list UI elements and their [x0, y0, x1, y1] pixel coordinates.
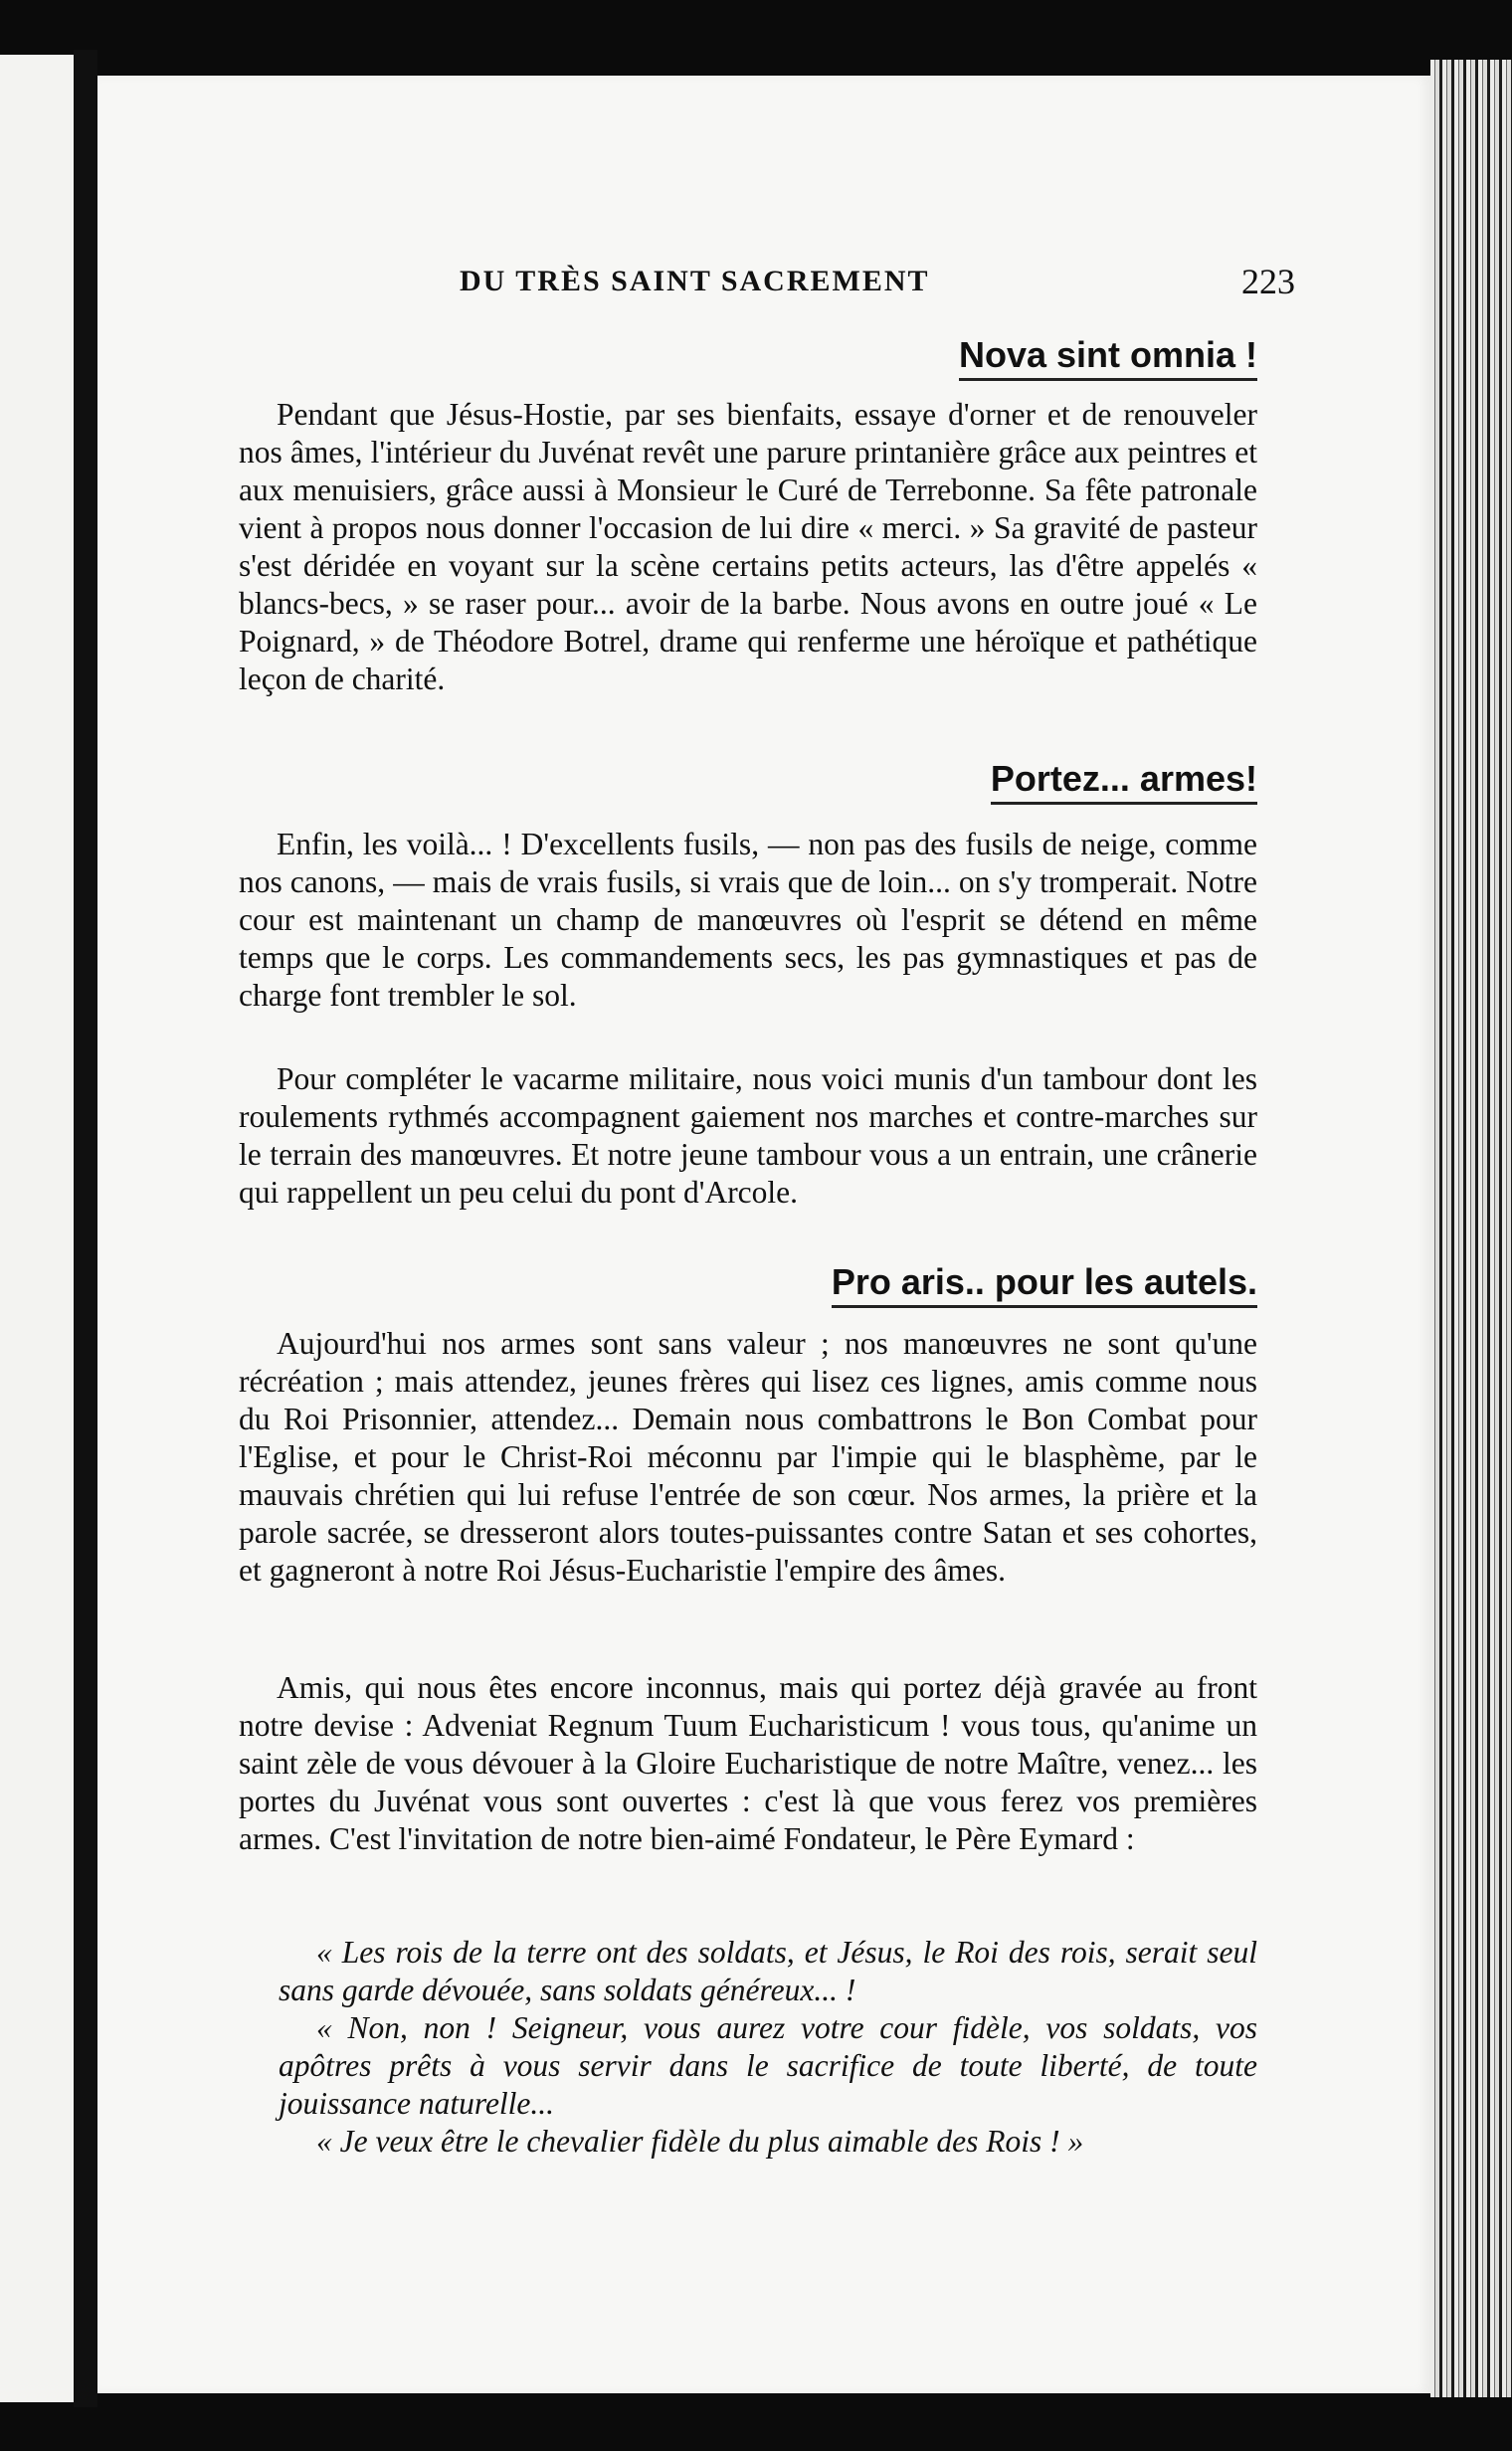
quote: « Les rois de la terre ont des soldats, et Jésus, le Roi des rois, serait seul sans garde dévouée, sans soldats généreux... ! — [279, 1935, 1257, 2007]
running-title: DU TRÈS SAINT SACREMENT — [460, 265, 930, 297]
quote: « Non, non ! Seigneur, vous aurez votre cour fidèle, vos soldats, vos apôtres prêts à vous servir dans le sacrifice de toute liberté, de toute jouissance naturelle... — [279, 2010, 1257, 2121]
page-number: 223 — [1241, 262, 1295, 301]
paragraph: Pour compléter le vacarme militaire, nous voici munis d'un tambour dont les roulements rythmés accompagnent gaiement nos marches et contre-marches sur le terrain des manœuvres. Et notre jeune tambour vous a un entrain, une crânerie qui rappellent un peu celui du pont d'Arcole. — [239, 1061, 1257, 1210]
page-edge-stack — [1430, 60, 1512, 2397]
paragraph: Aujourd'hui nos armes sont sans valeur ; nos manœuvres ne sont qu'une récréation ; mais attendez, jeunes frères qui lisez ces lignes, amis comme nous du Roi Prisonnier, attendez... Demain nous combattrons le Bon Combat pour l'Eglise, et pour le Christ-Roi méconnu par l'impie qui le blasphème, par le mauvais chrétien qui lui refuse l'entrée de son cœur. Nos armes, la prière et la parole sacrée, se dresseront alors toutes-puissantes contre Satan et ses cohortes, et gagneront à notre Roi Jésus-Eucharistie l'empire des âmes. — [239, 1326, 1257, 1588]
running-head — [239, 262, 1295, 324]
paragraph: Amis, qui nous êtes encore inconnus, mais qui portez déjà gravée au front notre devise : Adveniat Regnum Tuum Eucharisticum ! vous tous, qu'anime un saint zèle de vous dévouer à la Gloire Eucharistique de notre Maître, venez... les portes du Juvénat vous sont ouvertes : c'est là que vous ferez vos premières armes. C'est l'invitation de notre bien-aimé Fondateur, le Père Eymard : — [239, 1670, 1257, 1856]
section-title-nova: Nova sint omnia ! — [959, 334, 1257, 381]
book-gutter — [74, 50, 97, 2407]
section-title-portez: Portez... armes! — [991, 758, 1257, 805]
section-title-pro-aris: Pro aris.. pour les autels. — [832, 1261, 1257, 1308]
book-page — [97, 76, 1430, 2393]
paragraph: Pendant que Jésus-Hostie, par ses bienfaits, essaye d'orner et de renouveler nos âmes, l'intérieur du Juvénat revêt une parure printanière grâce aux peintres et aux menuisiers, grâce aussi à Monsieur le Curé de Terrebonne. Sa fête patronale vient à propos nous donner l'occasion de lui dire « merci. » Sa gravité de pasteur s'est déridée en voyant sur la scène certains petits acteurs, las d'être appelés « blancs-becs, » se raser pour... avoir de la barbe. Nous avons en outre joué « Le Poignard, » de Théodore Botrel, drame qui renferme une héroïque et pathétique leçon de charité. — [239, 397, 1257, 696]
quote: « Je veux être le chevalier fidèle du plus aimable des Rois ! » — [316, 2124, 1084, 2159]
left-page-edge — [0, 55, 74, 2402]
paragraph: Enfin, les voilà... ! D'excellents fusils, — non pas des fusils de neige, comme nos canons, — mais de vrais fusils, si vrais que de loin... on s'y tromperait. Notre cour est maintenant un champ de manœuvres où l'esprit se détend en même temps que le corps. Les commandements secs, les pas gymnastiques et pas de charge font trembler le sol. — [239, 827, 1257, 1013]
